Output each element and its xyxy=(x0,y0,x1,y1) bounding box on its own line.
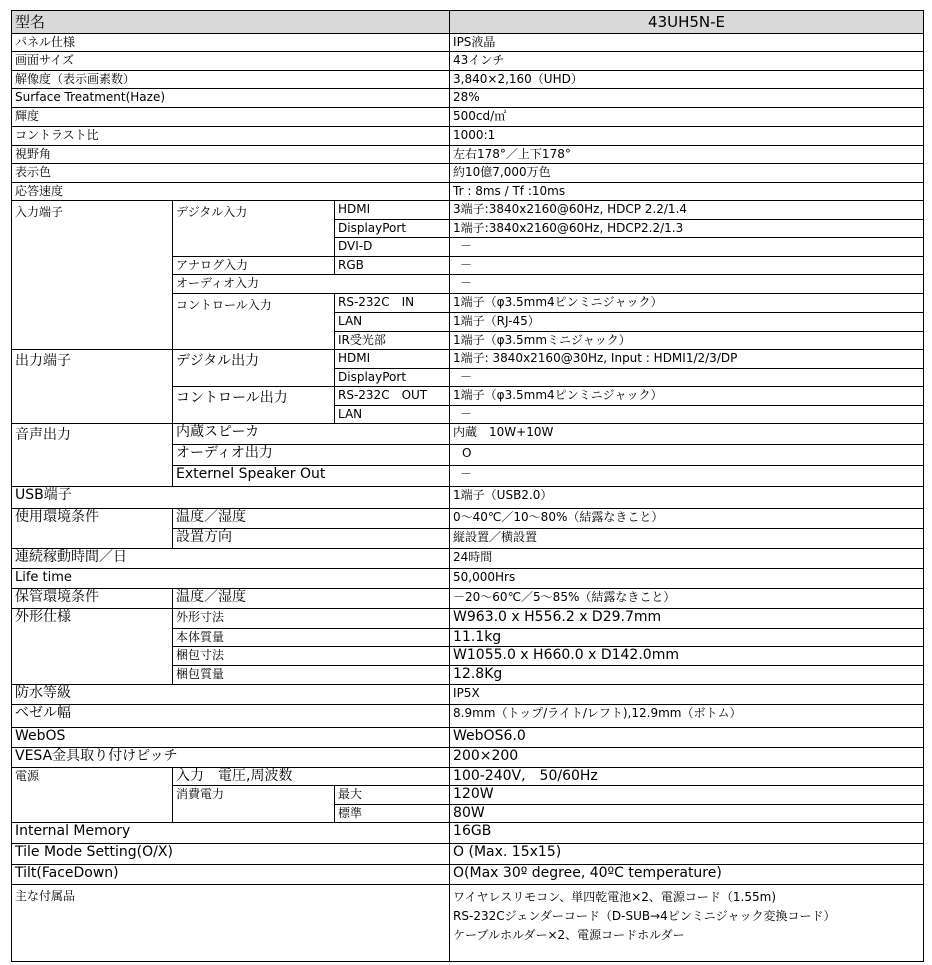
table-row xyxy=(12,163,924,182)
tilt-label: Tilt(FaceDown) xyxy=(12,865,450,885)
accessory-item: ケーブルホルダー×2、電源コードホルダー xyxy=(453,928,685,943)
dim-size-value: W963.0 x H556.2 x D29.7mm xyxy=(450,608,924,628)
input-ir-label: IR受光部 xyxy=(335,331,450,349)
table-row xyxy=(12,727,924,747)
power-input-value: 100-240V, 50/60Hz xyxy=(450,767,924,785)
table-row xyxy=(12,487,924,508)
colors-value: 約10億7,000万色 xyxy=(450,163,924,182)
input-ir-value: 1端子（φ3.5mmミニジャック） xyxy=(450,331,924,349)
ext-speaker-value: － xyxy=(450,466,924,487)
table-row xyxy=(12,89,924,108)
output-digital-label: デジタル出力 xyxy=(173,349,335,386)
input-dp-label: DisplayPort xyxy=(335,220,450,238)
storage-temp-value: －20～60℃／5～85%（結露なきこと） xyxy=(450,588,924,608)
life-time-label: Life time xyxy=(12,568,450,588)
input-dvi-label: DVI-D xyxy=(335,238,450,257)
consumption-label: 消費電力 xyxy=(173,785,335,822)
audio-out-sub-label: オーディオ出力 xyxy=(173,445,450,466)
brightness-label: 輝度 xyxy=(12,108,450,126)
dim-weight-label: 本体質量 xyxy=(173,629,450,647)
memory-label: Internal Memory xyxy=(12,823,450,844)
table-row xyxy=(12,71,924,89)
surface-label: Surface Treatment(Haze) xyxy=(12,89,450,108)
output-hdmi-value: 1端子: 3840x2160@30Hz, Input : HDMI1/2/3/DP xyxy=(450,349,924,368)
input-digital-label: デジタル入力 xyxy=(173,200,335,256)
usb-label: USB端子 xyxy=(12,487,450,508)
webos-label: WebOS xyxy=(12,727,450,747)
output-label: 出力端子 xyxy=(12,349,173,423)
memory-value: 16GB xyxy=(450,823,924,844)
model-name: 43UH5N-E xyxy=(450,11,924,34)
input-lan-label: LAN xyxy=(335,312,450,331)
bezel-value: 8.9mm（トップ/ライト/レフト),12.9mm（ボトム） xyxy=(450,705,924,727)
dim-size-label: 外形寸法 xyxy=(173,608,450,628)
table-row xyxy=(12,145,924,163)
waterproof-value: IP5X xyxy=(450,685,924,705)
table-row xyxy=(12,52,924,71)
input-rgb-value: － xyxy=(450,257,924,275)
screen-size-value: 43インチ xyxy=(450,52,924,71)
table-row xyxy=(12,588,924,608)
environment-label: 使用環境条件 xyxy=(12,508,173,548)
bezel-label: ベゼル幅 xyxy=(12,705,450,727)
input-label: 入力端子 xyxy=(12,200,173,349)
tilt-value: O(Max 30º degree, 40ºC temperature) xyxy=(450,865,924,885)
speaker-label: 内蔵スピーカ xyxy=(173,424,450,445)
tile-label: Tile Mode Setting(O/X) xyxy=(12,844,450,865)
table-row xyxy=(12,349,924,368)
audio-out-label: 音声出力 xyxy=(12,424,173,487)
operation-hours-label: 連続稼動時間／日 xyxy=(12,548,450,568)
operation-hours-value: 24時間 xyxy=(450,548,924,568)
dimensions-label: 外形仕様 xyxy=(12,608,173,684)
accessory-item: ワイヤレスリモコン、単四乾電池×2、電源コード（1.55m) xyxy=(453,890,777,905)
table-row xyxy=(12,126,924,145)
dim-pack-weight-value: 12.8Kg xyxy=(450,666,924,685)
panel-label: パネル仕様 xyxy=(12,34,450,52)
power-max-value: 120W xyxy=(450,785,924,804)
response-value: Tr : 8ms / Tf :10ms xyxy=(450,182,924,200)
vesa-label: VESA金具取り付けピッチ xyxy=(12,747,450,767)
output-control-label: コントロール出力 xyxy=(173,386,335,423)
model-header-label: 型名 xyxy=(12,11,450,34)
input-rs232-value: 1端子（φ3.5mm4ピンミニジャック） xyxy=(450,294,924,312)
tile-value: O (Max. 15x15) xyxy=(450,844,924,865)
storage-temp-label: 温度／湿度 xyxy=(173,588,450,608)
table-row xyxy=(12,548,924,568)
audio-out-sub-value: O xyxy=(450,445,924,466)
install-label: 設置方向 xyxy=(173,528,450,548)
resolution-value: 3,840×2,160（UHD） xyxy=(450,71,924,89)
input-rs232-label: RS-232C IN xyxy=(335,294,450,312)
ext-speaker-label: Externel Speaker Out xyxy=(173,466,450,487)
env-temp-value: 0～40℃／10～80%（結露なきこと） xyxy=(450,508,924,528)
install-value: 縦設置／横設置 xyxy=(450,528,924,548)
resolution-label: 解像度（表示画素数） xyxy=(12,71,450,89)
input-lan-value: 1端子（RJ-45） xyxy=(450,312,924,331)
input-dp-value: 1端子:3840x2160@60Hz, HDCP2.2/1.3 xyxy=(450,220,924,238)
input-rgb-label: RGB xyxy=(335,257,450,275)
output-lan-label: LAN xyxy=(335,405,450,423)
usb-value: 1端子（USB2.0） xyxy=(450,487,924,508)
table-row xyxy=(12,844,924,865)
waterproof-label: 防水等級 xyxy=(12,685,450,705)
spec-table xyxy=(11,10,924,962)
output-hdmi-label: HDMI xyxy=(335,349,450,368)
surface-value: 28% xyxy=(450,89,924,108)
input-hdmi-value: 3端子:3840x2160@60Hz, HDCP 2.2/1.4 xyxy=(450,200,924,219)
output-dp-label: DisplayPort xyxy=(335,368,450,386)
screen-size-label: 画面サイズ xyxy=(12,52,450,71)
accessories-label: 主な付属品 xyxy=(12,885,450,962)
dim-pack-size-label: 梱包寸法 xyxy=(173,647,450,666)
table-row xyxy=(12,608,924,628)
output-dp-value: － xyxy=(450,368,924,386)
output-rs232-value: 1端子（φ3.5mm4ピンミニジャック） xyxy=(450,386,924,405)
input-audio-label: オーディオ入力 xyxy=(173,275,450,294)
table-row xyxy=(12,865,924,885)
input-audio-value: － xyxy=(450,275,924,294)
dim-pack-size-value: W1055.0 x H660.0 x D142.0mm xyxy=(450,647,924,666)
response-label: 応答速度 xyxy=(12,182,450,200)
accessories-value xyxy=(450,885,924,962)
dim-weight-value: 11.1kg xyxy=(450,629,924,647)
webos-value: WebOS6.0 xyxy=(450,727,924,747)
model-row xyxy=(12,11,924,34)
output-rs232-label: RS-232C OUT xyxy=(335,386,450,405)
brightness-value: 500cd/㎡ xyxy=(450,108,924,126)
contrast-value: 1000:1 xyxy=(450,126,924,145)
table-row xyxy=(12,747,924,767)
colors-label: 表示色 xyxy=(12,163,450,182)
table-row xyxy=(12,568,924,588)
vesa-value: 200×200 xyxy=(450,747,924,767)
panel-value: IPS液晶 xyxy=(450,34,924,52)
table-row xyxy=(12,767,924,785)
table-row xyxy=(12,182,924,200)
input-hdmi-label: HDMI xyxy=(335,200,450,219)
table-row xyxy=(12,508,924,528)
power-std-value: 80W xyxy=(450,804,924,822)
power-label: 電源 xyxy=(12,767,173,822)
power-std-label: 標準 xyxy=(335,804,450,822)
input-control-label: コントロール入力 xyxy=(173,294,335,349)
storage-label: 保管環境条件 xyxy=(12,588,173,608)
env-temp-label: 温度／湿度 xyxy=(173,508,450,528)
table-row xyxy=(12,200,924,219)
table-row xyxy=(12,685,924,705)
accessory-item: RS-232Cジェンダーコード（D-SUB→4ピンミニジャック変換コード） xyxy=(453,909,836,924)
table-row xyxy=(12,823,924,844)
table-row xyxy=(12,424,924,445)
viewing-angle-value: 左右178°／上下178° xyxy=(450,145,924,163)
dim-pack-weight-label: 梱包質量 xyxy=(173,666,450,685)
contrast-label: コントラスト比 xyxy=(12,126,450,145)
table-row xyxy=(12,34,924,52)
life-time-value: 50,000Hrs xyxy=(450,568,924,588)
input-analog-label: アナログ入力 xyxy=(173,257,335,275)
output-lan-value: － xyxy=(450,405,924,423)
input-dvi-value: － xyxy=(450,238,924,257)
power-max-label: 最大 xyxy=(335,785,450,804)
table-row xyxy=(12,885,924,962)
viewing-angle-label: 視野角 xyxy=(12,145,450,163)
table-row xyxy=(12,108,924,126)
speaker-value: 内蔵 10W+10W xyxy=(450,424,924,445)
power-input-label: 入力 電圧,周波数 xyxy=(173,767,450,785)
table-row xyxy=(12,705,924,727)
